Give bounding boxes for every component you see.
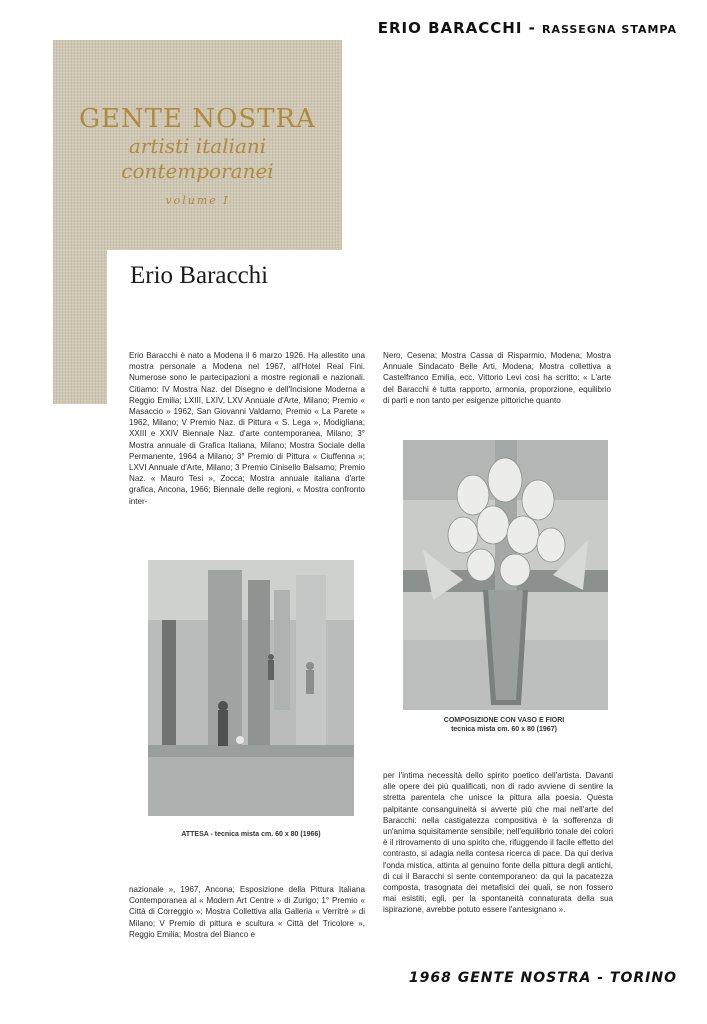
header-title: ERIO BARACCHI -: [377, 19, 536, 37]
caption-composizione-title: COMPOSIZIONE CON VASO E FIORI: [443, 717, 565, 724]
painting-composizione-image: [403, 440, 608, 710]
caption-composizione: [396, 716, 612, 734]
book-cover-text: [53, 104, 342, 207]
article-column-4: nazionale », 1967, Ancona; Esposizione della Pittura Italiana Contemporanea al « Modern Art Centre » di Zurigo; 1° Premio « Città di Correggio »; Mostra Collettiva alla Galleria « Verritrè » di Milano; V Premio di pittura e scultura « Città del Tricolore », Reggio Emilia; Mostra del Bianco e: [129, 885, 365, 939]
article-column-3: per l'intima necessità dello spirito poetico dell'artista. Davanti alle opere dei più qualificati, non di rado avviene di sentire la stretta parentela che unisce la pittura alla poesia. Questa palpitante consanguineità si avverte più che mai nell'arte del Baracchi: nella castigatezza compositiva è la sofferenza di un'anima squisitamente sensibile; nell'equilibrio tonale dei colori è il ritrovamento di uno spirito che, rifuggendo il facile effetto del contrasto, si adagia nella contesa ricerca di pace. Da qui deriva l'onda mistica, attinta al genuino fonte della pittura degli antichi, di cui il Baracchi si sente contemporaneo: da qui la pacatezza composta, trasognata dei metafisici dei quali, se non fossero mai esistiti, egli, per la spontaneità connaturata della sua ispirazione, avrebbe potuto essere l'antesignano ».: [383, 771, 613, 915]
header-subtitle: RASSEGNA STAMPA: [541, 23, 677, 36]
cover-volume: volume I: [165, 194, 230, 207]
painting-attesa: [148, 560, 354, 816]
book-cover-strip: [53, 250, 107, 404]
cover-title: GENTE NOSTRA: [79, 104, 316, 134]
page-header: [378, 18, 677, 37]
artist-name-heading: Erio Baracchi: [130, 262, 269, 289]
caption-composizione-detail: tecnica mista cm. 60 x 80 (1967): [451, 726, 557, 733]
article-column-2: Nero, Cesena; Mostra Cassa di Risparmio, Modena; Mostra Annuale Sindacato Belle Arti, Modena; Mostra collettiva a Castelfranco Emilia, ecc. Vittorio Levi così ha scritto: « L'arte del Baracchi è tutta rapporto, armonia, proporzione, equilibrio di parti e non tanto per esigenze pittoriche quanto: [383, 351, 611, 405]
article-column-1: Erio Baracchi è nato a Modena il 6 marzo 1926. Ha allestito una mostra personale a Modena nel 1967, all'Hotel Real Fini. Numerose sono le partecipazioni a mostre regionali e nazionali. Citiamo: IV Mostra Naz. del Disegno e dell'Incisione Moderna a Reggio Emilia; LXIII, LXIV, LXV Annuale d'Arte, Milano; Premio « Masaccio » 1962, San Giovanni Valdarno; Premio « La Parete » 1962, Milano; V Premio Naz. di Pittura « S. Lega », Modigliana; XXIII e XXIV Biennale Naz. d'arte contemporanea, Milano; 3° Mostra annuale di Grafica Italiana, Milano; Mostra Sociale della Permanente, 1964 a Milano; 3° Premio di Pittura « Ciuffenna »; LXVI Annuale d'Arte, Milano; 3 Premio Cinisello Balsamo; Premio Naz. « Mauro Tesi », Zocca; Mostra annuale italiana d'arte grafica, Ancona, 1966; Biennale delle regioni, « Mostra confronto inter-: [129, 351, 365, 506]
painting-attesa-image: [148, 560, 354, 816]
caption-attesa: ATTESA - tecnica mista cm. 60 x 80 (1966): [181, 831, 321, 838]
cover-subtitle-line2: contemporanei: [121, 159, 274, 183]
cover-subtitle-line1: artisti italiani: [128, 134, 267, 158]
page-footer: 1968 GENTE NOSTRA - TORINO: [408, 970, 677, 986]
painting-composizione: [403, 440, 608, 710]
